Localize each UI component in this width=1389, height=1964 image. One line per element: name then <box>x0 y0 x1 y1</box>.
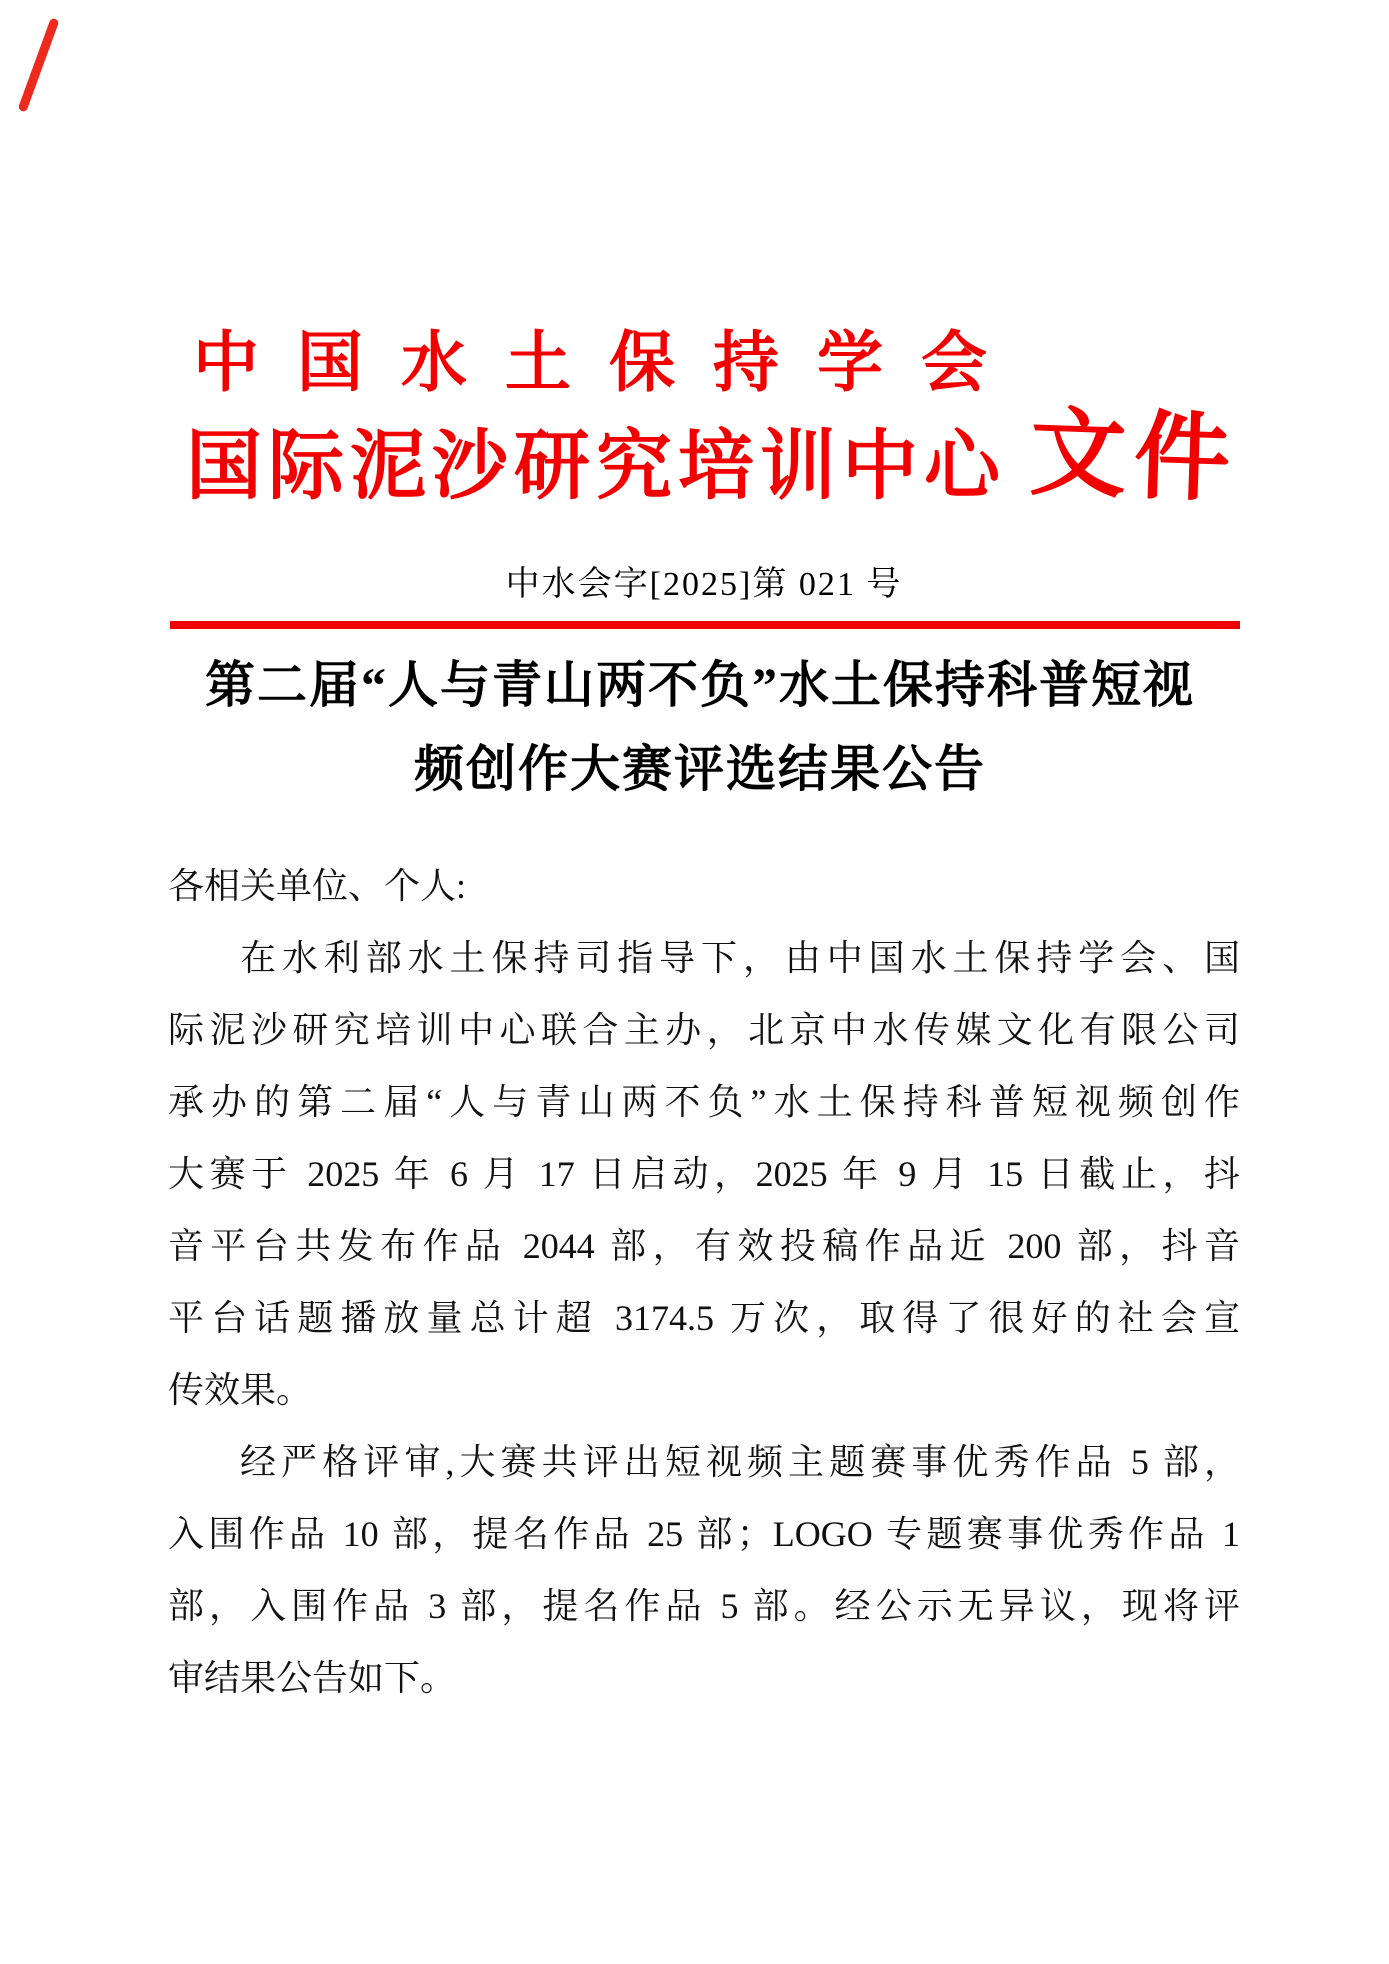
doc-title-line1: 第二届“人与青山两不负”水土保持科普短视 <box>205 657 1195 713</box>
body-line: 经严格评审,大赛共评出短视频主题赛事优秀作品 5 部， <box>240 1442 1240 1482</box>
body-line: 大赛于 2025 年 6 月 17 日启动，2025 年 9 月 15 日截止，抖 <box>168 1154 1240 1194</box>
org-name-line2: 国际泥沙研究培训中心 <box>186 425 1006 509</box>
doc-title-line2: 频创作大赛评选结果公告 <box>414 741 986 797</box>
doc-body <box>168 850 1240 1714</box>
body-line: 在水利部水土保持司指导下，由中国水土保持学会、国 <box>240 938 1240 978</box>
doc-title <box>150 643 1250 811</box>
body-line: 部，入围作品 3 部，提名作品 5 部。经公示无异议，现将评 <box>168 1586 1240 1626</box>
doc-type-label: 文件 <box>1028 399 1240 514</box>
red-separator-line <box>170 621 1240 629</box>
body-line: 入围作品 10 部，提名作品 25 部；LOGO 专题赛事优秀作品 1 <box>168 1514 1240 1554</box>
doc-number: 中水会字[2025]第 021 号 <box>505 566 903 603</box>
salutation: 各相关单位、个人: <box>168 866 467 906</box>
body-line: 际泥沙研究培训中心联合主办，北京中水传媒文化有限公司 <box>168 1010 1240 1050</box>
body-line: 平台话题播放量总计超 3174.5 万次，取得了很好的社会宣 <box>168 1298 1240 1338</box>
body-line: 审结果公告如下。 <box>168 1658 457 1698</box>
body-line: 承办的第二届“人与青山两不负”水土保持科普短视频创作 <box>168 1082 1240 1122</box>
body-line: 传效果。 <box>168 1370 313 1410</box>
body-line: 音平台共发布作品 2044 部，有效投稿作品近 200 部，抖音 <box>168 1226 1240 1266</box>
org-name-line1: 中国水土保持学会 <box>193 327 1025 400</box>
red-corner-mark <box>18 17 60 112</box>
